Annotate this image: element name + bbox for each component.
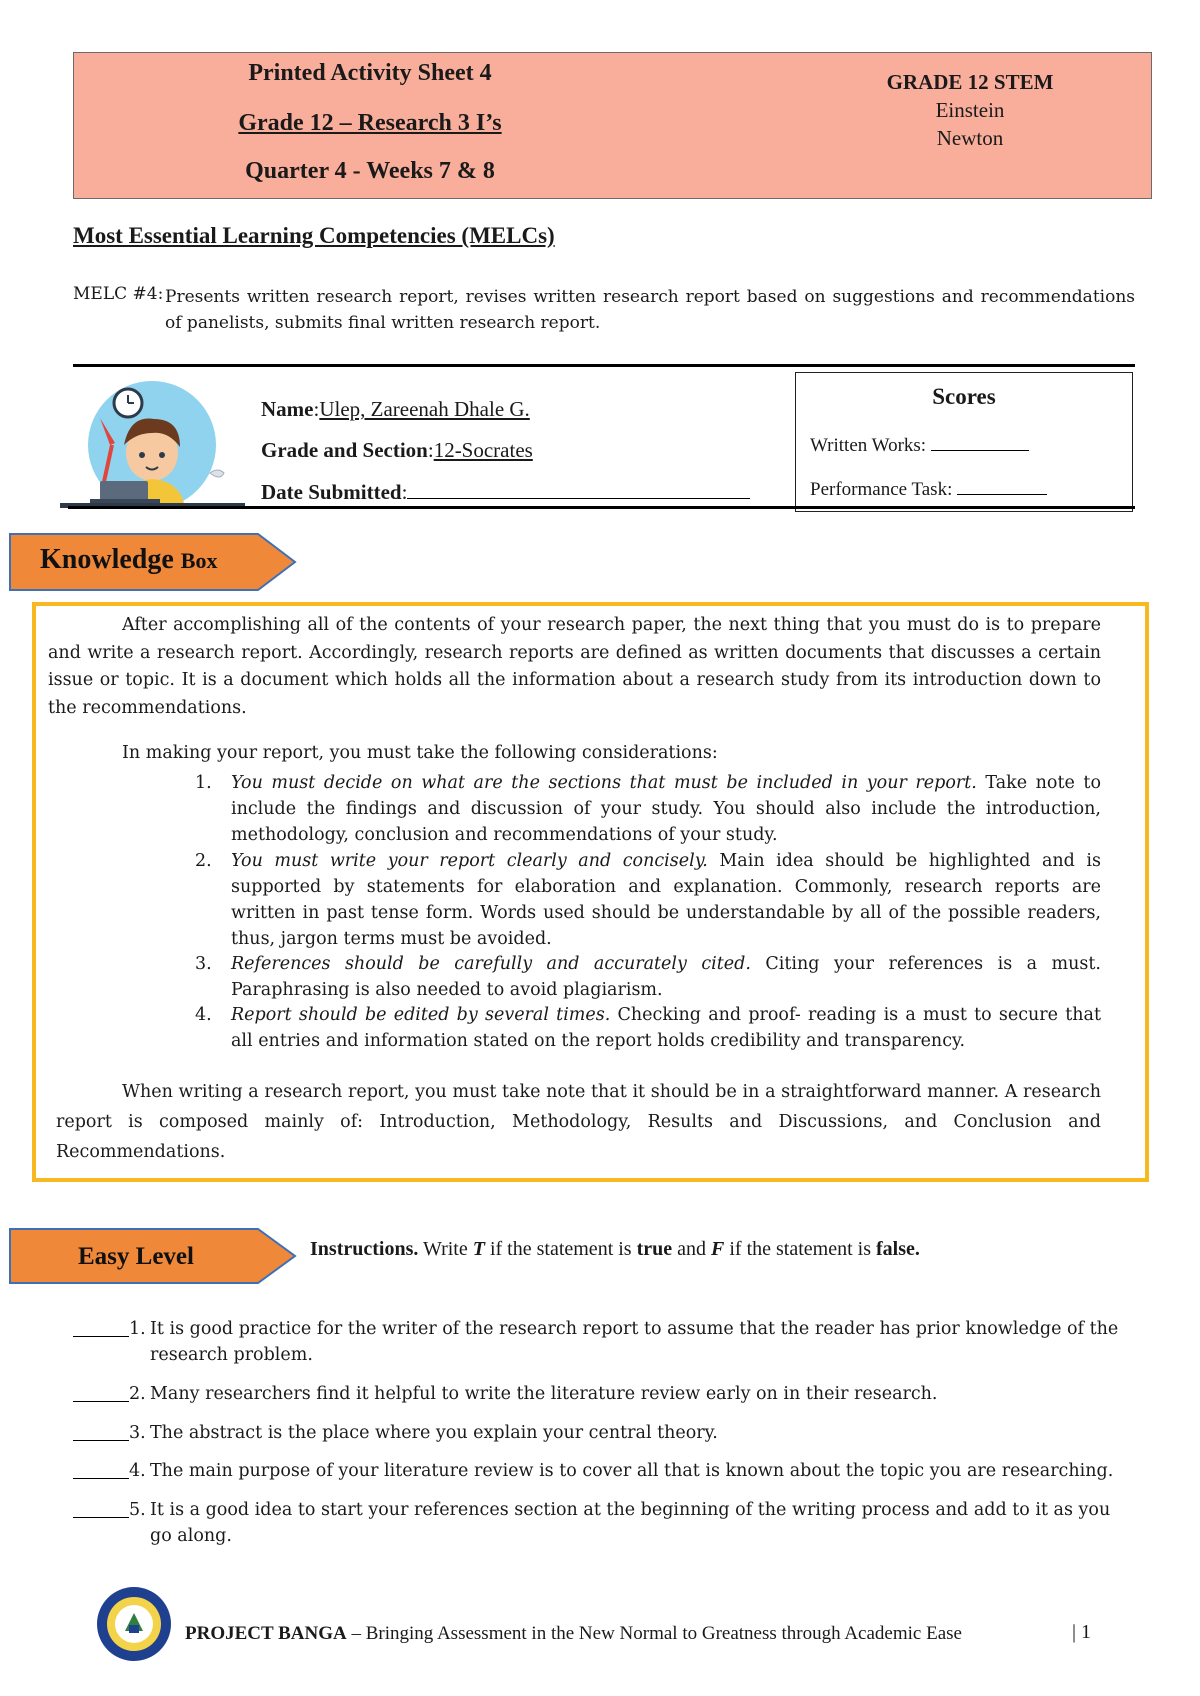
answer-blank[interactable] xyxy=(73,1381,129,1402)
student-illustration xyxy=(60,373,245,508)
answer-blank[interactable] xyxy=(73,1420,129,1441)
footer-project-text: PROJECT BANGA – Bringing Assessment in the New Normal to Greatness through Academic Ease xyxy=(185,1623,962,1644)
section-newton: Newton xyxy=(936,126,1004,150)
scores-title: Scores xyxy=(932,384,996,409)
knowledge-box-label: Knowledge Box xyxy=(40,544,218,575)
quarter-weeks: Quarter 4 - Weeks 7 & 8 xyxy=(245,158,495,184)
answer-blank[interactable] xyxy=(73,1497,129,1518)
performance-task-label: Performance Task: xyxy=(810,479,953,500)
strand-label: GRADE 12 STEM xyxy=(886,70,1054,94)
divider-bottom xyxy=(68,506,1135,509)
activity-sheet-title: Printed Activity Sheet 4 xyxy=(248,60,492,86)
school-seal-logo xyxy=(95,1585,173,1663)
grade-subject: Grade 12 – Research 3 I’s xyxy=(238,110,502,136)
section-einstein: Einstein xyxy=(935,98,1005,122)
answer-blank[interactable] xyxy=(73,1458,129,1479)
grade-section-value[interactable]: 12-Socrates xyxy=(433,438,533,462)
page-number: | 1 xyxy=(1072,1621,1092,1643)
grade-section-row: Grade and Section:12-Socrates xyxy=(261,438,533,462)
knowledge-paragraph-3: When writing a research report, you must take note that it should be in a straightforward manner. A research report is composed mainly of: Introduction, Methodology, Results and Discussions, and Conclusion and Recommendations. xyxy=(56,1082,1101,1162)
knowledge-paragraph-1: After accomplishing all of the contents of your research paper, the next thing that you must do is to prepare and write a research report. Accordingly, research reports are defined as written documents that discusses a certain issue or topic. It is a document which holds all the information about a research study from its introduction down to the recommendations. xyxy=(48,615,1101,718)
melc-heading: Most Essential Learning Competencies (MELCs) xyxy=(73,223,555,248)
easy-level-label: Easy Level xyxy=(78,1243,194,1270)
answer-blank[interactable] xyxy=(73,1316,129,1337)
date-submitted-field[interactable] xyxy=(407,478,750,499)
instructions: Instructions. Write T if the statement is true and F if the statement is false. xyxy=(310,1238,920,1260)
written-works-label: Written Works: xyxy=(810,435,927,456)
melc-label: MELC #4: xyxy=(73,284,164,304)
performance-task-field[interactable] xyxy=(957,478,1047,495)
grade-section-label: Grade and Section xyxy=(261,438,428,462)
written-works-row xyxy=(810,434,1029,457)
divider-top xyxy=(73,364,1135,367)
student-name-row: Name:Ulep, Zareenah Dhale G. xyxy=(261,397,530,421)
date-submitted-label: Date Submitted xyxy=(261,480,402,504)
performance-task-row xyxy=(810,478,1047,501)
written-works-field[interactable] xyxy=(931,434,1029,451)
date-submitted-row: Date Submitted: xyxy=(261,478,750,505)
name-label: Name xyxy=(261,397,314,421)
knowledge-paragraph-2: In making your report, you must take the following considerations: xyxy=(122,743,718,763)
melc-text: Presents written research report, revises written research report based on suggestions and recommendations of panelists, submits final written research report. xyxy=(165,287,1135,333)
name-value[interactable]: Ulep, Zareenah Dhale G. xyxy=(319,397,530,421)
